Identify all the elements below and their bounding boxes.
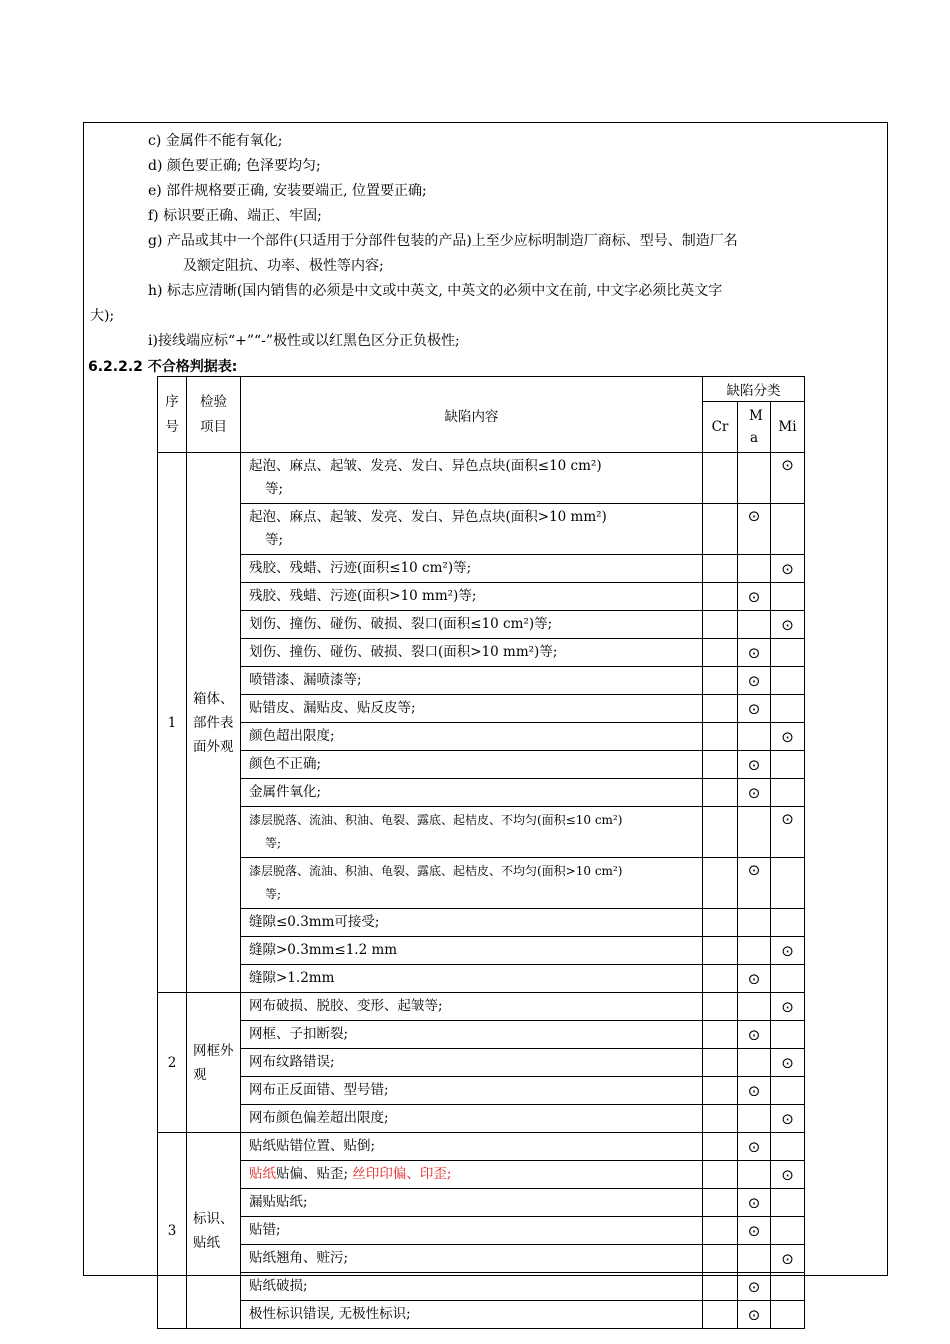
defect-content (241, 504, 703, 555)
class-cr-cell (703, 667, 738, 695)
circle-dot-icon: ⊙ (747, 969, 761, 988)
table-row (158, 611, 805, 639)
class-mi-cell (771, 611, 805, 639)
defect-content (241, 1189, 703, 1217)
defect-text: 贴纸贴错位置、贴倒; (249, 1138, 376, 1154)
class-mi-cell (771, 667, 805, 695)
class-mi-cell (771, 1301, 805, 1329)
class-cr-cell (703, 1273, 738, 1301)
class-ma-cell (738, 1273, 771, 1301)
class-cr-cell (703, 723, 738, 751)
defect-text: 起泡、麻点、起皱、发亮、发白、异色点块(面积>10 mm²) (249, 509, 607, 525)
highlight-text: 贴纸 (249, 1166, 276, 1182)
defect-text: 贴错; (249, 1222, 281, 1238)
defect-judgment-table (157, 376, 805, 1329)
defect-content (241, 993, 703, 1021)
class-cr-cell (703, 1105, 738, 1133)
header-item: 检验项目 (187, 377, 241, 453)
class-mi-cell (771, 453, 805, 504)
defect-content (241, 1133, 703, 1161)
table-row (158, 807, 805, 858)
requirement-i: i)接线端应标“+”“-”极性或以红黑色区分正负极性; (148, 333, 460, 349)
defect-text: 金属件氧化; (249, 784, 322, 800)
class-mi-cell (771, 1161, 805, 1189)
header-seq: 序号 (158, 377, 187, 453)
class-ma-cell (738, 504, 771, 555)
circle-dot-icon: ⊙ (781, 997, 794, 1016)
circle-dot-icon: ⊙ (747, 783, 761, 802)
class-cr-cell (703, 611, 738, 639)
class-mi-cell (771, 807, 805, 858)
class-mi-cell (771, 909, 805, 937)
class-ma-cell (738, 1105, 771, 1133)
class-ma-cell (738, 858, 771, 909)
class-mi-cell (771, 1105, 805, 1133)
circle-dot-icon: ⊙ (781, 559, 794, 578)
defect-content (241, 909, 703, 937)
class-cr-cell (703, 555, 738, 583)
defect-content (241, 807, 703, 858)
defect-text: 漏贴贴纸; (249, 1194, 308, 1210)
defect-content (241, 453, 703, 504)
table-row (158, 1189, 805, 1217)
class-ma-cell (738, 583, 771, 611)
defect-text: 起泡、麻点、起皱、发亮、发白、异色点块(面积≤10 cm²) (249, 458, 602, 474)
defect-text: 贴纸破损; (249, 1278, 308, 1294)
defect-text: 网布颜色偏差超出限度; (249, 1110, 389, 1126)
class-cr-cell (703, 1133, 738, 1161)
defect-content (241, 723, 703, 751)
class-mi-cell (771, 965, 805, 993)
circle-dot-icon: ⊙ (781, 1109, 794, 1128)
section-heading: 6.2.2.2 不合格判据表: (88, 359, 238, 375)
defect-content (241, 937, 703, 965)
table-row (158, 751, 805, 779)
circle-dot-icon: ⊙ (781, 941, 794, 960)
class-mi-cell (771, 1021, 805, 1049)
class-ma-cell (738, 1301, 771, 1329)
table-row (158, 1273, 805, 1301)
defect-content (241, 1301, 703, 1329)
class-ma-cell (738, 1161, 771, 1189)
class-ma-cell (738, 1133, 771, 1161)
class-cr-cell (703, 1189, 738, 1217)
class-cr-cell (703, 1301, 738, 1329)
class-ma-cell (738, 667, 771, 695)
defect-content (241, 1161, 703, 1189)
table-row (158, 504, 805, 555)
circle-dot-icon: ⊙ (747, 1137, 761, 1156)
defect-content (241, 965, 703, 993)
table-row (158, 1105, 805, 1133)
group-item: 标识、贴纸 (187, 1133, 241, 1329)
class-cr-cell (703, 504, 738, 555)
class-mi-cell (771, 1273, 805, 1301)
class-cr-cell (703, 1161, 738, 1189)
requirement-h-line2: 大); (90, 308, 115, 324)
circle-dot-icon: ⊙ (781, 615, 794, 634)
defect-content (241, 779, 703, 807)
table-row (158, 583, 805, 611)
defect-text: 网布正反面错、型号错; (249, 1082, 389, 1098)
defect-content (241, 695, 703, 723)
circle-dot-icon: ⊙ (747, 587, 761, 606)
header-mi: Mi (771, 402, 805, 453)
requirement-g-line1: g) 产品或其中一个部件(只适用于分部件包装的产品)上至少应标明制造厂商标、型号、制造厂名 (148, 233, 738, 249)
defect-text: 划伤、撞伤、碰伤、破损、裂口(面积≤10 cm²)等; (249, 616, 553, 632)
class-cr-cell (703, 1021, 738, 1049)
defect-content (241, 1245, 703, 1273)
class-ma-cell (738, 1245, 771, 1273)
circle-dot-icon: ⊙ (747, 507, 761, 525)
group-item: 网框外观 (187, 993, 241, 1133)
class-cr-cell (703, 453, 738, 504)
requirement-e: e) 部件规格要正确, 安装要端正, 位置要正确; (148, 183, 427, 199)
circle-dot-icon: ⊙ (747, 1221, 761, 1240)
class-ma-cell (738, 1021, 771, 1049)
circle-dot-icon: ⊙ (747, 755, 761, 774)
class-cr-cell (703, 807, 738, 858)
class-ma-cell (738, 1077, 771, 1105)
class-ma-cell (738, 993, 771, 1021)
class-mi-cell (771, 751, 805, 779)
class-mi-cell (771, 555, 805, 583)
class-mi-cell (771, 1245, 805, 1273)
class-mi-cell (771, 779, 805, 807)
class-ma-cell (738, 807, 771, 858)
header-ma: Ma (738, 402, 771, 453)
class-mi-cell (771, 1217, 805, 1245)
class-cr-cell (703, 965, 738, 993)
class-mi-cell (771, 1077, 805, 1105)
circle-dot-icon: ⊙ (747, 1277, 761, 1296)
class-ma-cell (738, 751, 771, 779)
class-mi-cell (771, 993, 805, 1021)
header-class: 缺陷分类 (703, 377, 805, 402)
defect-text: 残胶、残蜡、污迹(面积>10 mm²)等; (249, 588, 477, 604)
circle-dot-icon: ⊙ (747, 643, 761, 662)
requirement-f: f) 标识要正确、端正、牢固; (148, 208, 322, 224)
class-cr-cell (703, 639, 738, 667)
circle-dot-icon: ⊙ (747, 699, 761, 718)
class-cr-cell (703, 1245, 738, 1273)
defect-text-continued: 等; (265, 836, 282, 850)
requirement-d: d) 颜色要正确; 色泽要均匀; (148, 158, 321, 174)
class-cr-cell (703, 751, 738, 779)
header-content: 缺陷内容 (241, 377, 703, 453)
defect-content (241, 1217, 703, 1245)
class-ma-cell (738, 1049, 771, 1077)
requirement-g-line2: 及额定阻抗、功率、极性等内容; (183, 258, 384, 274)
class-ma-cell (738, 1189, 771, 1217)
table-row (158, 993, 805, 1021)
class-cr-cell (703, 583, 738, 611)
table-row (158, 1161, 805, 1189)
table-row (158, 639, 805, 667)
defect-text: 残胶、残蜡、污迹(面积≤10 cm²)等; (249, 560, 472, 576)
class-cr-cell (703, 779, 738, 807)
group-seq: 3 (158, 1133, 187, 1329)
class-mi-cell (771, 937, 805, 965)
circle-dot-icon: ⊙ (781, 456, 794, 474)
table-row (158, 1049, 805, 1077)
defect-content (241, 1105, 703, 1133)
class-ma-cell (738, 695, 771, 723)
class-cr-cell (703, 695, 738, 723)
class-ma-cell (738, 937, 771, 965)
defect-content (241, 858, 703, 909)
table-row (158, 858, 805, 909)
defect-text: 极性标识错误, 无极性标识; (249, 1306, 411, 1322)
circle-dot-icon: ⊙ (747, 861, 761, 879)
requirement-h-line1: h) 标志应清晰(国内销售的必须是中文或中英文, 中英文的必须中文在前, 中文字必须比英文字 (148, 283, 723, 299)
class-mi-cell (771, 1049, 805, 1077)
defect-text: 网布纹路错误; (249, 1054, 335, 1070)
defect-text: 缝隙>0.3mm≤1.2 mm (249, 942, 398, 958)
group-seq: 1 (158, 453, 187, 993)
table-row (158, 1077, 805, 1105)
defect-text: 贴偏、贴歪; (276, 1166, 353, 1182)
class-cr-cell (703, 1049, 738, 1077)
defect-text-continued: 等; (265, 887, 282, 901)
circle-dot-icon: ⊙ (747, 1081, 761, 1100)
circle-dot-icon: ⊙ (781, 1165, 794, 1184)
defect-text: 贴纸翘角、赃污; (249, 1250, 349, 1266)
circle-dot-icon: ⊙ (781, 727, 794, 746)
table-row (158, 965, 805, 993)
defect-content (241, 1049, 703, 1077)
table-row (158, 723, 805, 751)
class-cr-cell (703, 858, 738, 909)
class-mi-cell (771, 583, 805, 611)
defect-text: 漆层脱落、流油、积油、龟裂、露底、起桔皮、不均匀(面积≤10 cm²) (249, 813, 623, 827)
defect-text: 网布破损、脱胶、变形、起皱等; (249, 998, 443, 1014)
class-mi-cell (771, 723, 805, 751)
table-row (158, 695, 805, 723)
defect-text: 缝隙≤0.3mm可接受; (249, 914, 380, 930)
defect-content (241, 1077, 703, 1105)
circle-dot-icon: ⊙ (747, 1025, 761, 1044)
class-mi-cell (771, 1133, 805, 1161)
table-row (158, 667, 805, 695)
class-ma-cell (738, 453, 771, 504)
defect-text: 划伤、撞伤、碰伤、破损、裂口(面积>10 mm²)等; (249, 644, 558, 660)
class-ma-cell (738, 779, 771, 807)
circle-dot-icon: ⊙ (747, 1305, 761, 1324)
table-row (158, 1245, 805, 1273)
class-ma-cell (738, 555, 771, 583)
circle-dot-icon: ⊙ (747, 671, 761, 690)
table-row (158, 779, 805, 807)
highlight-text: 丝印印偏、印歪; (352, 1166, 452, 1182)
class-cr-cell (703, 937, 738, 965)
table-row (158, 1021, 805, 1049)
defect-text: 网框、子扣断裂; (249, 1026, 349, 1042)
defect-content (241, 611, 703, 639)
defect-content (241, 583, 703, 611)
circle-dot-icon: ⊙ (781, 1053, 794, 1072)
table-row (158, 453, 805, 504)
defect-text: 缝隙>1.2mm (249, 970, 335, 986)
class-cr-cell (703, 1217, 738, 1245)
defect-text: 漆层脱落、流油、积油、龟裂、露底、起桔皮、不均匀(面积>10 cm²) (249, 864, 623, 878)
class-ma-cell (738, 639, 771, 667)
defect-content (241, 667, 703, 695)
defect-text: 颜色超出限度; (249, 728, 335, 744)
circle-dot-icon: ⊙ (747, 1193, 761, 1212)
class-ma-cell (738, 1217, 771, 1245)
defect-content (241, 1021, 703, 1049)
table-row (158, 1133, 805, 1161)
defect-text: 贴错皮、漏贴皮、贴反皮等; (249, 700, 416, 716)
class-cr-cell (703, 1077, 738, 1105)
class-mi-cell (771, 1189, 805, 1217)
class-mi-cell (771, 639, 805, 667)
circle-dot-icon: ⊙ (781, 1249, 794, 1268)
circle-dot-icon: ⊙ (781, 810, 794, 828)
defect-text-continued: 等; (265, 481, 284, 497)
defect-content (241, 751, 703, 779)
defect-text-continued: 等; (265, 532, 284, 548)
table-row (158, 937, 805, 965)
defect-text: 喷错漆、漏喷漆等; (249, 672, 362, 688)
class-ma-cell (738, 965, 771, 993)
table-row (158, 909, 805, 937)
defect-content (241, 555, 703, 583)
class-ma-cell (738, 611, 771, 639)
class-cr-cell (703, 909, 738, 937)
class-ma-cell (738, 909, 771, 937)
class-mi-cell (771, 695, 805, 723)
class-cr-cell (703, 993, 738, 1021)
table-row (158, 1217, 805, 1245)
defect-content (241, 1273, 703, 1301)
defect-content (241, 639, 703, 667)
header-cr: Cr (703, 402, 738, 453)
group-item: 箱体、部件表面外观 (187, 453, 241, 993)
defect-text: 颜色不正确; (249, 756, 322, 772)
requirement-c: c) 金属件不能有氧化; (148, 133, 283, 149)
table-row (158, 1301, 805, 1329)
class-mi-cell (771, 858, 805, 909)
group-seq: 2 (158, 993, 187, 1133)
class-mi-cell (771, 504, 805, 555)
table-row (158, 555, 805, 583)
class-ma-cell (738, 723, 771, 751)
